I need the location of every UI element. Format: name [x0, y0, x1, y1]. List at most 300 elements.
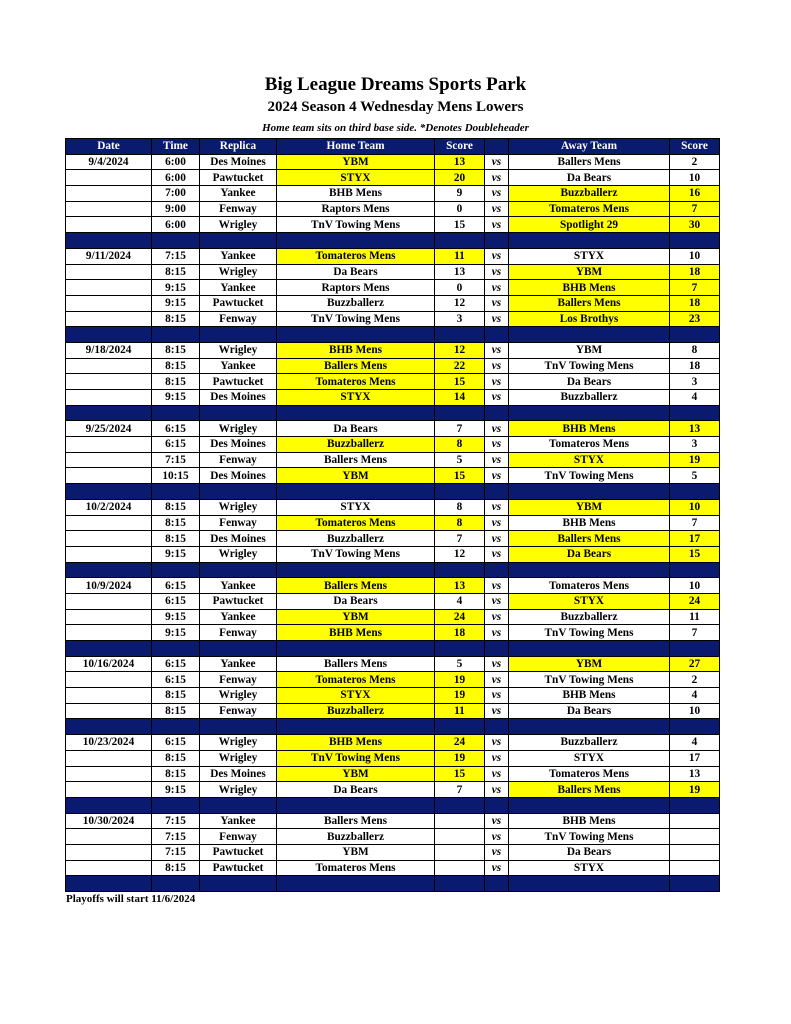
home-team: Ballers Mens: [277, 452, 435, 468]
away-team: Spotlight 29: [509, 217, 670, 233]
game-date: [66, 468, 152, 484]
home-team: TnV Towing Mens: [277, 217, 435, 233]
away-team: Tomateros Mens: [509, 766, 670, 782]
header-away-score: Score: [670, 139, 720, 155]
separator-cell: [670, 484, 720, 500]
game-time: 7:15: [152, 452, 200, 468]
home-score: 13: [435, 154, 485, 170]
home-team: Da Bears: [277, 421, 435, 437]
separator-cell: [435, 641, 485, 657]
game-date: [66, 437, 152, 453]
home-score: 7: [435, 421, 485, 437]
home-score: 15: [435, 217, 485, 233]
game-date: 10/23/2024: [66, 735, 152, 751]
game-field: Fenway: [200, 829, 277, 845]
game-row: [66, 531, 720, 547]
away-score: [670, 829, 720, 845]
home-score: 8: [435, 499, 485, 515]
vs-label: vs: [485, 264, 509, 280]
game-time: 8:15: [152, 358, 200, 374]
vs-label: vs: [485, 813, 509, 829]
game-field: Wrigley: [200, 342, 277, 358]
home-team: Tomateros Mens: [277, 374, 435, 390]
separator-cell: [670, 562, 720, 578]
home-score: 13: [435, 264, 485, 280]
away-team: STYX: [509, 248, 670, 264]
game-row: [66, 546, 720, 562]
week-separator: [66, 562, 720, 578]
away-team: Ballers Mens: [509, 154, 670, 170]
game-date: [66, 452, 152, 468]
away-team: Da Bears: [509, 703, 670, 719]
header-time: Time: [152, 139, 200, 155]
separator-cell: [277, 327, 435, 343]
vs-label: vs: [485, 358, 509, 374]
home-score: 12: [435, 342, 485, 358]
home-score: 12: [435, 295, 485, 311]
away-score: 7: [670, 280, 720, 296]
vs-label: vs: [485, 186, 509, 202]
separator-cell: [152, 484, 200, 500]
separator-cell: [670, 405, 720, 421]
away-team: Da Bears: [509, 170, 670, 186]
separator-cell: [509, 327, 670, 343]
away-score: [670, 860, 720, 876]
home-team: Buzzballerz: [277, 531, 435, 547]
game-row: [66, 437, 720, 453]
home-score: 14: [435, 390, 485, 406]
game-row: [66, 782, 720, 798]
separator-cell: [509, 405, 670, 421]
home-score: 5: [435, 656, 485, 672]
game-row: [66, 735, 720, 751]
game-date: [66, 295, 152, 311]
week-separator: [66, 797, 720, 813]
separator-cell: [485, 797, 509, 813]
game-field: Des Moines: [200, 390, 277, 406]
home-score: [435, 829, 485, 845]
away-score: 13: [670, 766, 720, 782]
game-row: [66, 154, 720, 170]
home-team: Da Bears: [277, 264, 435, 280]
game-date: [66, 860, 152, 876]
vs-label: vs: [485, 311, 509, 327]
game-field: Yankee: [200, 578, 277, 594]
vs-label: vs: [485, 248, 509, 264]
separator-cell: [509, 233, 670, 249]
home-team: YBM: [277, 766, 435, 782]
game-date: 9/11/2024: [66, 248, 152, 264]
away-team: BHB Mens: [509, 280, 670, 296]
separator-cell: [670, 641, 720, 657]
schedule-note: Home team sits on third base side. *Denotes Doubleheader: [262, 122, 529, 134]
vs-label: vs: [485, 578, 509, 594]
header-date: Date: [66, 139, 152, 155]
away-score: 15: [670, 546, 720, 562]
game-row: [66, 170, 720, 186]
away-score: 3: [670, 437, 720, 453]
game-field: Pawtucket: [200, 844, 277, 860]
vs-label: vs: [485, 201, 509, 217]
home-score: 15: [435, 468, 485, 484]
home-score: 8: [435, 515, 485, 531]
game-row: [66, 201, 720, 217]
vs-label: vs: [485, 844, 509, 860]
home-team: Buzzballerz: [277, 437, 435, 453]
home-team: Tomateros Mens: [277, 672, 435, 688]
separator-cell: [435, 562, 485, 578]
separator-cell: [200, 876, 277, 892]
home-score: 0: [435, 280, 485, 296]
game-row: [66, 813, 720, 829]
game-field: Yankee: [200, 186, 277, 202]
separator-cell: [435, 797, 485, 813]
home-score: 7: [435, 531, 485, 547]
vs-label: vs: [485, 750, 509, 766]
playoffs-note: Playoffs will start 11/6/2024: [66, 893, 196, 905]
game-row: [66, 656, 720, 672]
separator-cell: [66, 233, 152, 249]
game-date: 10/30/2024: [66, 813, 152, 829]
game-date: 9/18/2024: [66, 342, 152, 358]
game-row: [66, 421, 720, 437]
game-time: 8:15: [152, 374, 200, 390]
game-field: Wrigley: [200, 735, 277, 751]
away-score: 18: [670, 358, 720, 374]
game-field: Wrigley: [200, 782, 277, 798]
away-team: TnV Towing Mens: [509, 358, 670, 374]
separator-cell: [200, 233, 277, 249]
vs-label: vs: [485, 766, 509, 782]
separator-cell: [200, 484, 277, 500]
away-team: BHB Mens: [509, 421, 670, 437]
home-score: 5: [435, 452, 485, 468]
game-row: [66, 688, 720, 704]
game-field: Wrigley: [200, 499, 277, 515]
game-time: 8:15: [152, 766, 200, 782]
home-score: 13: [435, 578, 485, 594]
vs-label: vs: [485, 672, 509, 688]
game-time: 8:15: [152, 499, 200, 515]
away-team: STYX: [509, 860, 670, 876]
home-score: 15: [435, 374, 485, 390]
home-score: 19: [435, 750, 485, 766]
separator-cell: [152, 405, 200, 421]
separator-cell: [485, 327, 509, 343]
away-team: Tomateros Mens: [509, 437, 670, 453]
home-team: STYX: [277, 499, 435, 515]
home-score: 19: [435, 688, 485, 704]
game-row: [66, 750, 720, 766]
home-score: 11: [435, 703, 485, 719]
game-time: 6:15: [152, 593, 200, 609]
game-date: [66, 515, 152, 531]
game-field: Yankee: [200, 656, 277, 672]
game-date: [66, 766, 152, 782]
game-field: Pawtucket: [200, 295, 277, 311]
game-time: 6:15: [152, 578, 200, 594]
separator-cell: [200, 562, 277, 578]
separator-cell: [435, 405, 485, 421]
separator-cell: [152, 641, 200, 657]
game-time: 6:15: [152, 735, 200, 751]
vs-label: vs: [485, 625, 509, 641]
home-team: STYX: [277, 688, 435, 704]
vs-label: vs: [485, 217, 509, 233]
separator-cell: [485, 641, 509, 657]
game-date: 10/16/2024: [66, 656, 152, 672]
home-score: 20: [435, 170, 485, 186]
vs-label: vs: [485, 390, 509, 406]
vs-label: vs: [485, 437, 509, 453]
separator-cell: [485, 876, 509, 892]
home-team: Buzzballerz: [277, 829, 435, 845]
separator-cell: [66, 327, 152, 343]
home-score: [435, 813, 485, 829]
away-team: TnV Towing Mens: [509, 625, 670, 641]
game-row: [66, 578, 720, 594]
vs-label: vs: [485, 593, 509, 609]
away-score: 19: [670, 782, 720, 798]
game-row: [66, 186, 720, 202]
game-row: [66, 672, 720, 688]
separator-cell: [200, 327, 277, 343]
game-date: [66, 672, 152, 688]
game-field: Wrigley: [200, 546, 277, 562]
game-field: Wrigley: [200, 217, 277, 233]
away-team: TnV Towing Mens: [509, 468, 670, 484]
away-team: TnV Towing Mens: [509, 829, 670, 845]
vs-label: vs: [485, 782, 509, 798]
away-score: 16: [670, 186, 720, 202]
separator-cell: [435, 484, 485, 500]
separator-cell: [200, 641, 277, 657]
home-team: Tomateros Mens: [277, 248, 435, 264]
vs-label: vs: [485, 546, 509, 562]
game-row: [66, 860, 720, 876]
separator-cell: [485, 562, 509, 578]
game-time: 8:15: [152, 311, 200, 327]
home-team: YBM: [277, 609, 435, 625]
away-team: YBM: [509, 499, 670, 515]
game-date: 9/4/2024: [66, 154, 152, 170]
game-date: [66, 829, 152, 845]
game-row: [66, 593, 720, 609]
game-field: Des Moines: [200, 531, 277, 547]
vs-label: vs: [485, 374, 509, 390]
separator-cell: [277, 797, 435, 813]
game-field: Wrigley: [200, 688, 277, 704]
away-team: STYX: [509, 593, 670, 609]
week-separator: [66, 233, 720, 249]
away-score: 7: [670, 625, 720, 641]
game-time: 6:00: [152, 170, 200, 186]
vs-label: vs: [485, 170, 509, 186]
away-team: Da Bears: [509, 546, 670, 562]
away-score: 4: [670, 390, 720, 406]
game-time: 6:15: [152, 672, 200, 688]
separator-cell: [485, 405, 509, 421]
vs-label: vs: [485, 703, 509, 719]
game-date: [66, 750, 152, 766]
away-score: 30: [670, 217, 720, 233]
separator-cell: [277, 233, 435, 249]
table-header-row: [66, 139, 720, 155]
home-score: 0: [435, 201, 485, 217]
separator-cell: [277, 641, 435, 657]
game-row: [66, 295, 720, 311]
away-team: STYX: [509, 750, 670, 766]
game-field: Pawtucket: [200, 374, 277, 390]
week-separator: [66, 327, 720, 343]
game-time: 8:15: [152, 515, 200, 531]
home-team: Da Bears: [277, 782, 435, 798]
vs-label: vs: [485, 609, 509, 625]
game-time: 6:15: [152, 437, 200, 453]
game-field: Yankee: [200, 358, 277, 374]
home-team: Buzzballerz: [277, 703, 435, 719]
away-team: Da Bears: [509, 374, 670, 390]
home-team: Raptors Mens: [277, 280, 435, 296]
game-time: 9:15: [152, 609, 200, 625]
game-date: [66, 609, 152, 625]
home-team: Raptors Mens: [277, 201, 435, 217]
away-score: 24: [670, 593, 720, 609]
away-score: 5: [670, 468, 720, 484]
vs-label: vs: [485, 515, 509, 531]
vs-label: vs: [485, 531, 509, 547]
game-row: [66, 217, 720, 233]
header-vs: [485, 139, 509, 155]
game-time: 6:15: [152, 656, 200, 672]
separator-cell: [435, 719, 485, 735]
game-time: 8:15: [152, 264, 200, 280]
separator-cell: [200, 405, 277, 421]
game-date: [66, 782, 152, 798]
home-team: BHB Mens: [277, 186, 435, 202]
vs-label: vs: [485, 452, 509, 468]
away-score: 10: [670, 578, 720, 594]
game-time: 7:15: [152, 248, 200, 264]
game-date: [66, 217, 152, 233]
away-score: 11: [670, 609, 720, 625]
game-time: 9:15: [152, 625, 200, 641]
away-team: Buzzballerz: [509, 609, 670, 625]
home-team: TnV Towing Mens: [277, 546, 435, 562]
game-row: [66, 499, 720, 515]
game-date: [66, 170, 152, 186]
away-team: Buzzballerz: [509, 186, 670, 202]
game-row: [66, 703, 720, 719]
page-title: Big League Dreams Sports Park: [264, 74, 527, 95]
game-field: Pawtucket: [200, 593, 277, 609]
away-score: 13: [670, 421, 720, 437]
week-separator: [66, 484, 720, 500]
game-field: Fenway: [200, 201, 277, 217]
home-score: 8: [435, 437, 485, 453]
game-row: [66, 625, 720, 641]
away-score: [670, 813, 720, 829]
schedule-body: [66, 154, 720, 891]
page-subtitle: 2024 Season 4 Wednesday Mens Lowers: [267, 99, 524, 115]
away-team: Ballers Mens: [509, 531, 670, 547]
home-team: Da Bears: [277, 593, 435, 609]
game-row: [66, 515, 720, 531]
game-field: Yankee: [200, 609, 277, 625]
separator-cell: [509, 876, 670, 892]
separator-cell: [435, 876, 485, 892]
separator-cell: [277, 405, 435, 421]
game-date: [66, 688, 152, 704]
home-team: Ballers Mens: [277, 656, 435, 672]
game-time: 6:15: [152, 421, 200, 437]
game-row: [66, 248, 720, 264]
game-date: [66, 593, 152, 609]
header-home-score: Score: [435, 139, 485, 155]
game-date: [66, 358, 152, 374]
away-score: 23: [670, 311, 720, 327]
separator-cell: [277, 876, 435, 892]
game-field: Wrigley: [200, 750, 277, 766]
game-time: 9:15: [152, 390, 200, 406]
game-field: Fenway: [200, 703, 277, 719]
separator-cell: [509, 797, 670, 813]
separator-cell: [485, 719, 509, 735]
home-team: YBM: [277, 468, 435, 484]
game-field: Pawtucket: [200, 860, 277, 876]
week-separator: [66, 641, 720, 657]
game-field: Des Moines: [200, 468, 277, 484]
home-score: 19: [435, 672, 485, 688]
game-date: [66, 703, 152, 719]
game-row: [66, 452, 720, 468]
separator-cell: [152, 719, 200, 735]
game-row: [66, 609, 720, 625]
week-separator: [66, 405, 720, 421]
game-field: Des Moines: [200, 766, 277, 782]
vs-label: vs: [485, 688, 509, 704]
vs-label: vs: [485, 280, 509, 296]
game-field: Fenway: [200, 452, 277, 468]
away-team: Da Bears: [509, 844, 670, 860]
home-team: TnV Towing Mens: [277, 311, 435, 327]
game-time: 8:15: [152, 688, 200, 704]
away-score: 3: [670, 374, 720, 390]
home-team: YBM: [277, 154, 435, 170]
separator-cell: [66, 797, 152, 813]
game-field: Des Moines: [200, 154, 277, 170]
game-time: 7:00: [152, 186, 200, 202]
game-time: 6:00: [152, 217, 200, 233]
away-score: 18: [670, 295, 720, 311]
game-time: 8:15: [152, 750, 200, 766]
game-field: Fenway: [200, 515, 277, 531]
game-time: 9:15: [152, 280, 200, 296]
week-separator: [66, 719, 720, 735]
home-score: [435, 860, 485, 876]
game-time: 8:15: [152, 703, 200, 719]
game-field: Wrigley: [200, 264, 277, 280]
separator-cell: [66, 484, 152, 500]
home-team: BHB Mens: [277, 342, 435, 358]
home-team: STYX: [277, 170, 435, 186]
home-team: STYX: [277, 390, 435, 406]
vs-label: vs: [485, 860, 509, 876]
separator-cell: [152, 233, 200, 249]
separator-cell: [200, 719, 277, 735]
game-row: [66, 829, 720, 845]
game-date: [66, 264, 152, 280]
